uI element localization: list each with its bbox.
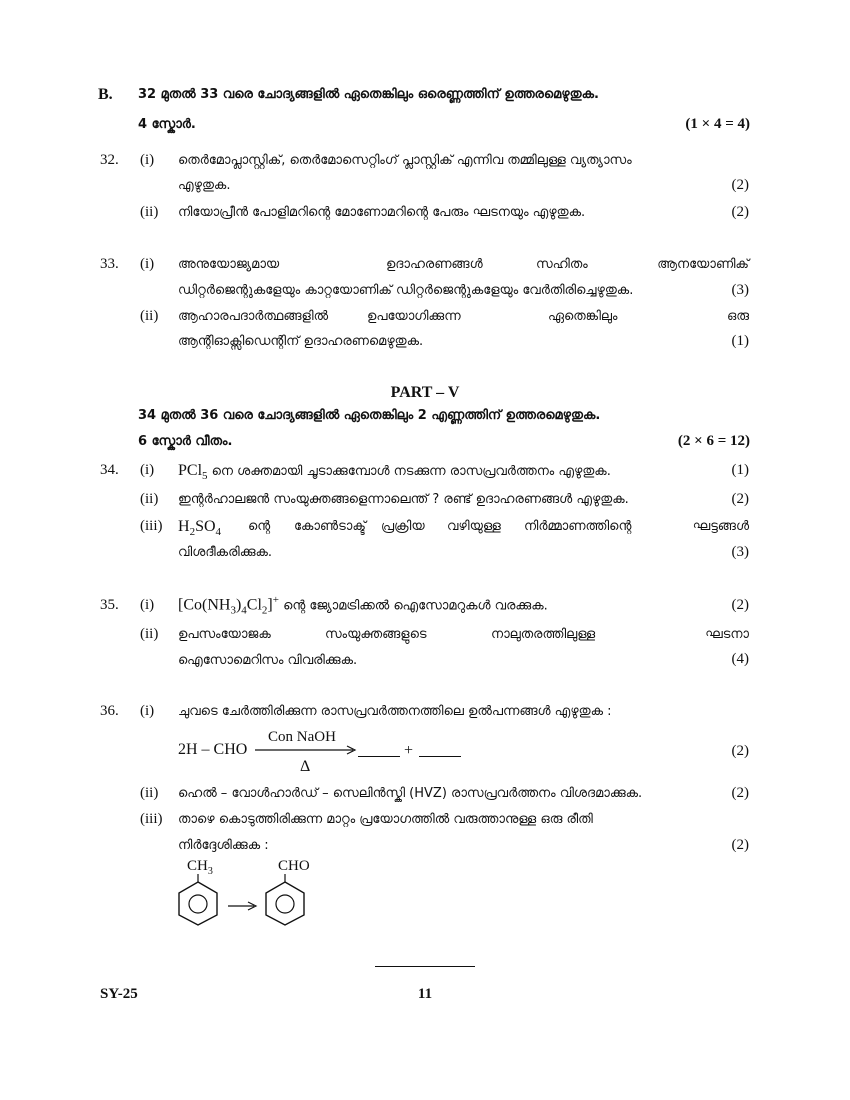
question-text-word: സംയുക്തങ്ങളുടെ bbox=[325, 627, 427, 642]
section-instruction: 32 മുതൽ 33 വരെ ചോദ്യങ്ങളിൽ ഏതെങ്കിലും ഒരെണ്ണത്തിന് ഉത്തരമെഴുതുക. bbox=[138, 87, 599, 102]
paper-code: SY-25 bbox=[100, 986, 138, 1002]
subpart-label: (ii) bbox=[140, 308, 159, 324]
score-note: 4 സ്കോർ. bbox=[138, 117, 196, 132]
score-note: 6 സ്കോർ വീതം. bbox=[138, 434, 233, 449]
marks: (2) bbox=[731, 785, 749, 801]
section-marks: (1 × 4 = 4) bbox=[685, 116, 750, 132]
formula bbox=[178, 516, 221, 538]
question-text: വിശദീകരിക്കുക. bbox=[178, 545, 273, 560]
marks: (3) bbox=[731, 282, 749, 298]
question-text-word: കോൺടാക്ട് bbox=[294, 519, 366, 534]
marks: (2) bbox=[731, 743, 749, 759]
reactant: 2H – CHO bbox=[178, 741, 248, 758]
subpart-label: (i) bbox=[140, 152, 155, 168]
question-text: താഴെ കൊടുത്തിരിക്കുന്ന മാറ്റം പ്രയോഗത്തിൽ വരുത്താനുള്ള ഒരു രീതി bbox=[178, 812, 593, 827]
question-text: ആന്റിഓക്സിഡെന്റിന് ഉദാഹരണമെഴുതുക. bbox=[178, 334, 424, 349]
group-subscript: 3 bbox=[207, 866, 213, 877]
question-text-rest: ന്റെ ജ്യോമട്രിക്കൽ ഐസോമറുകൾ വരക്കുക. bbox=[278, 598, 548, 614]
section-label: B. bbox=[98, 86, 113, 103]
question-text: നിർദ്ദേശിക്കുക : bbox=[178, 838, 269, 853]
marks: (1) bbox=[731, 462, 749, 478]
formula-part: Cl bbox=[246, 596, 262, 614]
reagent: Con NaOH bbox=[268, 729, 336, 745]
question-number: 34. bbox=[100, 462, 119, 478]
marks: (2) bbox=[731, 204, 749, 220]
question-text-word: ആഹാരപദാർത്ഥങ്ങളിൽ bbox=[178, 309, 329, 324]
marks: (3) bbox=[731, 544, 749, 560]
question-text: ഹെൽ – വോൾഹാർഡ് – സെലിൻസ്കി (HVZ) രാസപ്രവർത്തനം വിശദമാക്കുക. bbox=[178, 786, 643, 801]
answer-blank bbox=[419, 756, 461, 757]
formula-part: [Co(NH bbox=[178, 596, 231, 614]
subpart-label: (ii) bbox=[140, 785, 159, 801]
question-text: ചുവടെ ചേർത്തിരിക്കുന്ന രാസപ്രവർത്തനത്തിലെ ഉൽപന്നങ്ങൾ എഴുതുക : bbox=[178, 704, 612, 719]
question-text-word: ഘട്ടങ്ങൾ bbox=[692, 519, 749, 534]
formula-superscript: + bbox=[272, 594, 279, 606]
end-rule bbox=[375, 966, 475, 967]
subpart-label: (ii) bbox=[140, 204, 159, 220]
question-text-word: ഘടനാ bbox=[705, 627, 749, 642]
question-text bbox=[178, 594, 548, 617]
group-text: CH bbox=[187, 858, 208, 874]
question-text-rest: നെ ശക്തമായി ചൂടാക്കുമ്പോൾ നടക്കുന്ന രാസപ്രവർത്തനം എഴുതുക. bbox=[207, 464, 611, 479]
formula-part: H bbox=[178, 518, 190, 535]
question-text-word: പ്രക്രിയ bbox=[381, 519, 425, 534]
question-text-word: ഉദാഹരണങ്ങൾ bbox=[386, 257, 483, 272]
benzene-ring-icon bbox=[261, 874, 309, 926]
marks: (4) bbox=[731, 651, 749, 667]
subpart-label: (i) bbox=[140, 703, 155, 719]
formula-subscript: 4 bbox=[241, 604, 247, 617]
question-text: നിയോപ്രീൻ പോളിമറിന്റെ മോണോമറിന്റെ പേരും ഘടനയും എഴുതുക. bbox=[178, 205, 586, 220]
section-instruction: 34 മുതൽ 36 വരെ ചോദ്യങ്ങളിൽ ഏതെങ്കിലും 2 എണ്ണത്തിന് ഉത്തരമെഴുതുക. bbox=[138, 408, 601, 423]
marks: (1) bbox=[731, 333, 749, 349]
subpart-label: (i) bbox=[140, 597, 155, 613]
question-text-word: ഉപസംയോജക bbox=[178, 627, 271, 642]
question-text: എഴുതുക. bbox=[178, 178, 231, 193]
formula-subscript: 4 bbox=[215, 526, 222, 539]
question-text: ഐസോമെറിസം വിവരിക്കുക. bbox=[178, 653, 358, 668]
answer-blank bbox=[358, 756, 400, 757]
question-text-word: നിർമ്മാണത്തിന്റെ bbox=[524, 519, 632, 534]
subpart-label: (iii) bbox=[140, 518, 163, 534]
question-text bbox=[178, 460, 611, 482]
reaction-arrow bbox=[253, 744, 359, 756]
subpart-label: (ii) bbox=[140, 626, 159, 642]
part-title: PART – V bbox=[390, 384, 460, 401]
formula-subscript: 2 bbox=[261, 604, 268, 617]
question-text-word: ഉപയോഗിക്കുന്ന bbox=[367, 309, 461, 324]
plus-sign: + bbox=[404, 742, 414, 759]
question-text-word: ആനയോണിക് bbox=[657, 257, 749, 272]
marks: (2) bbox=[731, 597, 749, 613]
question-number: 32. bbox=[100, 152, 119, 168]
condition-heat: Δ bbox=[300, 758, 311, 775]
marks: (2) bbox=[731, 491, 749, 507]
question-text-word: സഹിതം bbox=[536, 257, 588, 272]
question-text-word: ഒരു bbox=[726, 309, 749, 324]
question-text-word: നാലുതരത്തിലുള്ള bbox=[491, 627, 596, 642]
aldehyde-group-label: CHO bbox=[278, 858, 310, 874]
formula-part: ) bbox=[235, 596, 242, 614]
formula-part: SO bbox=[195, 518, 216, 535]
benzene-ring-icon bbox=[174, 874, 222, 926]
subpart-label: (i) bbox=[140, 256, 155, 272]
subpart-label: (iii) bbox=[140, 811, 163, 827]
formula-subscript: 2 bbox=[189, 526, 196, 539]
question-text-word: അനുയോജ്യമായ bbox=[178, 257, 280, 272]
question-text-word: ഏതെങ്കിലും bbox=[548, 309, 618, 324]
question-text: ഡിറ്റർജെന്റുകളേയും കാറ്റയോണിക് ഡിറ്റർജെന്റുകളേയും വേർതിരിച്ചെഴുതുക. bbox=[178, 283, 634, 298]
question-number: 33. bbox=[100, 256, 119, 272]
question-number: 35. bbox=[100, 597, 119, 613]
question-text-word: വഴിയുള്ള bbox=[447, 519, 501, 534]
marks: (2) bbox=[731, 837, 749, 853]
subpart-label: (ii) bbox=[140, 491, 159, 507]
conversion-arrow bbox=[226, 900, 260, 912]
subpart-label: (i) bbox=[140, 462, 155, 478]
formula-subscript: 3 bbox=[230, 604, 236, 617]
formula: PCl bbox=[178, 462, 203, 479]
question-number: 36. bbox=[100, 703, 119, 719]
question-text: തെർമോപ്ലാസ്റ്റിക്, തെർമോസെറ്റിംഗ് പ്ലാസ്റ്റിക് എന്നിവ തമ്മിലുള്ള വ്യത്യാസം bbox=[178, 153, 632, 168]
page-number: 11 bbox=[417, 986, 433, 1002]
question-text-word: ന്റെ bbox=[248, 519, 271, 534]
formula-subscript: 5 bbox=[202, 470, 208, 483]
section-marks: (2 × 6 = 12) bbox=[677, 433, 750, 449]
question-text: ഇന്റർഹാലജൻ സംയുക്തങ്ങളെന്നാലെന്ത് ? രണ്ട് ഉദാഹരണങ്ങൾ എഴുതുക. bbox=[178, 492, 629, 507]
formula-part: ] bbox=[267, 596, 273, 614]
marks: (2) bbox=[731, 177, 749, 193]
